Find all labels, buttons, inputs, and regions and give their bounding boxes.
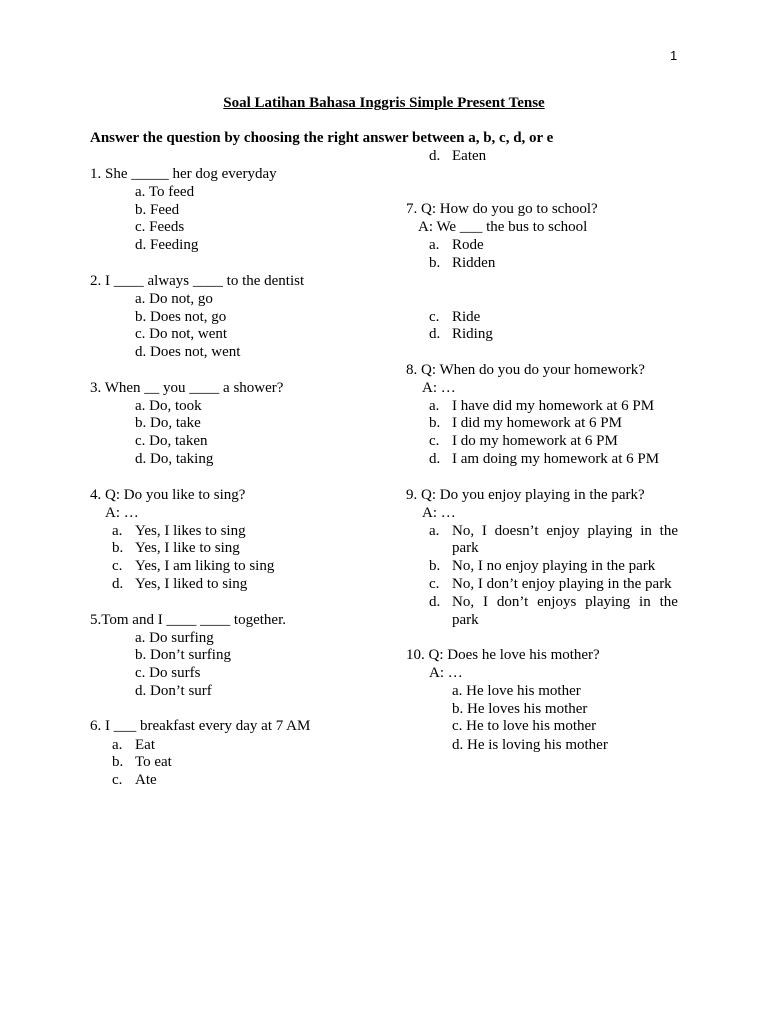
question-stem: 3. When __ you ____ a shower? <box>90 380 284 396</box>
option-c[interactable]: c. Do not, went <box>135 326 228 342</box>
option-a[interactable]: a. Do not, go <box>135 291 213 307</box>
option-d[interactable]: d. Do, taking <box>135 451 214 467</box>
option-b[interactable]: b. Don’t surfing <box>135 647 231 663</box>
option-d[interactable]: d. <box>429 148 441 164</box>
option-c[interactable]: c. He to love his mother <box>452 718 597 734</box>
question-stem: 6. I ___ breakfast every day at 7 AM <box>90 718 311 734</box>
option-b[interactable]: b. Does not, go <box>135 309 227 325</box>
option-d-text[interactable]: I am doing my homework at 6 PM <box>452 451 660 467</box>
option-c[interactable]: c. <box>429 309 440 325</box>
option-c-text[interactable]: I do my homework at 6 PM <box>452 433 618 449</box>
question-stem: 9. Q: Do you enjoy playing in the park? <box>406 487 645 503</box>
option-b[interactable]: b. He loves his mother <box>452 701 588 717</box>
option-a[interactable]: a. <box>429 398 440 414</box>
option-a[interactable]: a. He love his mother <box>452 683 581 699</box>
option-b[interactable]: b. <box>429 255 441 271</box>
option-a[interactable]: a. <box>112 523 123 539</box>
option-c[interactable]: c. <box>429 433 440 449</box>
option-a-text[interactable]: Yes, I likes to sing <box>135 523 246 539</box>
option-b[interactable]: b. <box>429 415 441 431</box>
answer-prompt: A: … <box>422 505 456 521</box>
page-number: 1 <box>670 48 678 63</box>
option-b[interactable]: b. Do, take <box>135 415 201 431</box>
option-c[interactable]: c. <box>429 576 440 592</box>
option-c-text[interactable]: Ate <box>135 772 157 788</box>
option-a-text-cont[interactable]: park <box>452 540 479 556</box>
option-c[interactable]: c. Do, taken <box>135 433 208 449</box>
option-d-text[interactable]: Riding <box>452 326 493 342</box>
option-b[interactable]: b. <box>112 540 124 556</box>
option-c[interactable]: c. <box>112 772 123 788</box>
option-c-text[interactable]: Ride <box>452 309 481 325</box>
option-b-text[interactable]: To eat <box>135 754 172 770</box>
option-c-text[interactable]: No, I don’t enjoy playing in the park <box>452 576 672 592</box>
option-a[interactable]: a. Do surfing <box>135 630 214 646</box>
option-a-text[interactable]: Rode <box>452 237 484 253</box>
option-a-text[interactable]: Eat <box>135 737 155 753</box>
option-d-text[interactable]: No, I don’t enjoys playing in the <box>452 594 678 610</box>
option-b[interactable]: b. Feed <box>135 202 180 218</box>
option-d[interactable]: d. <box>112 576 124 592</box>
instructions: Answer the question by choosing the right answer between a, b, c, d, or e <box>90 130 554 146</box>
option-b[interactable]: b. <box>429 558 441 574</box>
option-a[interactable]: a. To feed <box>135 184 195 200</box>
option-b[interactable]: b. <box>112 754 124 770</box>
option-b-text[interactable]: Yes, I like to sing <box>135 540 240 556</box>
option-a[interactable]: a. <box>112 737 123 753</box>
option-b-text[interactable]: Ridden <box>452 255 496 271</box>
option-a-text[interactable]: No, I doesn’t enjoy playing in the <box>452 523 678 539</box>
question-stem: 2. I ____ always ____ to the dentist <box>90 273 305 289</box>
option-d-text-cont[interactable]: park <box>452 612 479 628</box>
option-b-text[interactable]: I did my homework at 6 PM <box>452 415 622 431</box>
question-stem: 1. She _____ her dog everyday <box>90 166 277 182</box>
option-d[interactable]: d. Does not, went <box>135 344 241 360</box>
answer-prompt: A: We ___ the bus to school <box>418 219 588 235</box>
option-a[interactable]: a. <box>429 523 440 539</box>
answer-prompt: A: … <box>105 505 139 521</box>
option-d[interactable]: d. <box>429 594 441 610</box>
option-d[interactable]: d. <box>429 451 441 467</box>
option-d-text[interactable]: Eaten <box>452 148 487 164</box>
option-c-text[interactable]: Yes, I am liking to sing <box>135 558 275 574</box>
option-b-text[interactable]: No, I no enjoy playing in the park <box>452 558 656 574</box>
question-stem: 10. Q: Does he love his mother? <box>406 647 600 663</box>
option-d[interactable]: d. <box>429 326 441 342</box>
question-stem: 7. Q: How do you go to school? <box>406 201 598 217</box>
answer-prompt: A: … <box>429 665 463 681</box>
option-c[interactable]: c. <box>112 558 123 574</box>
option-c[interactable]: c. Do surfs <box>135 665 201 681</box>
question-stem: 8. Q: When do you do your homework? <box>406 362 645 378</box>
page-title: Soal Latihan Bahasa Inggris Simple Present Tense <box>223 95 545 111</box>
question-stem: 5.Tom and I ____ ____ together. <box>90 612 287 628</box>
option-c[interactable]: c. Feeds <box>135 219 185 235</box>
option-d[interactable]: d. He is loving his mother <box>452 737 608 753</box>
option-a[interactable]: a. <box>429 237 440 253</box>
answer-prompt: A: … <box>422 380 456 396</box>
option-a-text[interactable]: I have did my homework at 6 PM <box>452 398 655 414</box>
option-d-text[interactable]: Yes, I liked to sing <box>135 576 248 592</box>
question-stem: 4. Q: Do you like to sing? <box>90 487 246 503</box>
option-d[interactable]: d. Feeding <box>135 237 199 253</box>
option-d[interactable]: d. Don’t surf <box>135 683 212 699</box>
option-a[interactable]: a. Do, took <box>135 398 202 414</box>
